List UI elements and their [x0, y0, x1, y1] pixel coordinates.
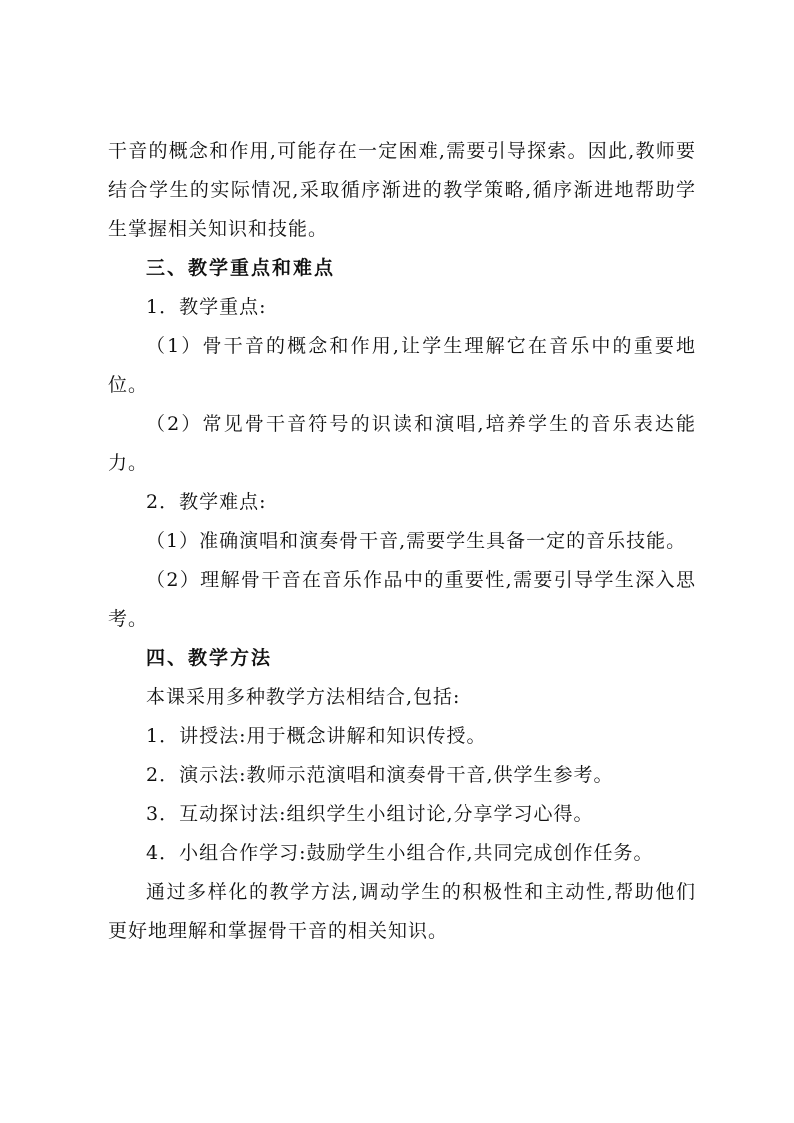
- method-item-4: 4．小组合作学习:鼓励学生小组合作,共同完成创作任务。: [146, 842, 654, 864]
- document-body: [108, 132, 696, 951]
- method-item-2: 2．演示法:教师示范演唱和演奏骨干音,供学生参考。: [146, 764, 614, 786]
- section-heading-key-points: 三、教学重点和难点: [146, 257, 336, 279]
- key-point-2: （2）常见骨干音符号的识读和演唱,培养学生的音乐表达能力。: [108, 413, 696, 474]
- subheading-difficulties: 2．教学难点:: [146, 491, 267, 513]
- subheading-key-points: 1．教学重点:: [146, 296, 267, 318]
- methods-intro: 本课采用多种教学方法相结合,包括:: [146, 686, 461, 708]
- difficulty-2: （2）理解骨干音在音乐作品中的重要性,需要引导学生深入思考。: [108, 569, 696, 630]
- method-item-3: 3．互动探讨法:组织学生小组讨论,分享学习心得。: [146, 803, 594, 825]
- section-heading-methods: 四、教学方法: [146, 647, 273, 669]
- difficulty-1: （1）准确演唱和演奏骨干音,需要学生具备一定的音乐技能。: [146, 530, 687, 552]
- paragraph-continued: 干音的概念和作用,可能存在一定困难,需要引导探索。因此,教师要结合学生的实际情况,采取循序渐进的教学策略,循序渐进地帮助学生掌握相关知识和技能。: [108, 140, 696, 240]
- methods-conclusion: 通过多样化的教学方法,调动学生的积极性和主动性,帮助他们更好地理解和掌握骨干音的相关知识。: [108, 881, 696, 942]
- method-item-1: 1．讲授法:用于概念讲解和知识传授。: [146, 725, 487, 747]
- key-point-1: （1）骨干音的概念和作用,让学生理解它在音乐中的重要地位。: [108, 335, 696, 396]
